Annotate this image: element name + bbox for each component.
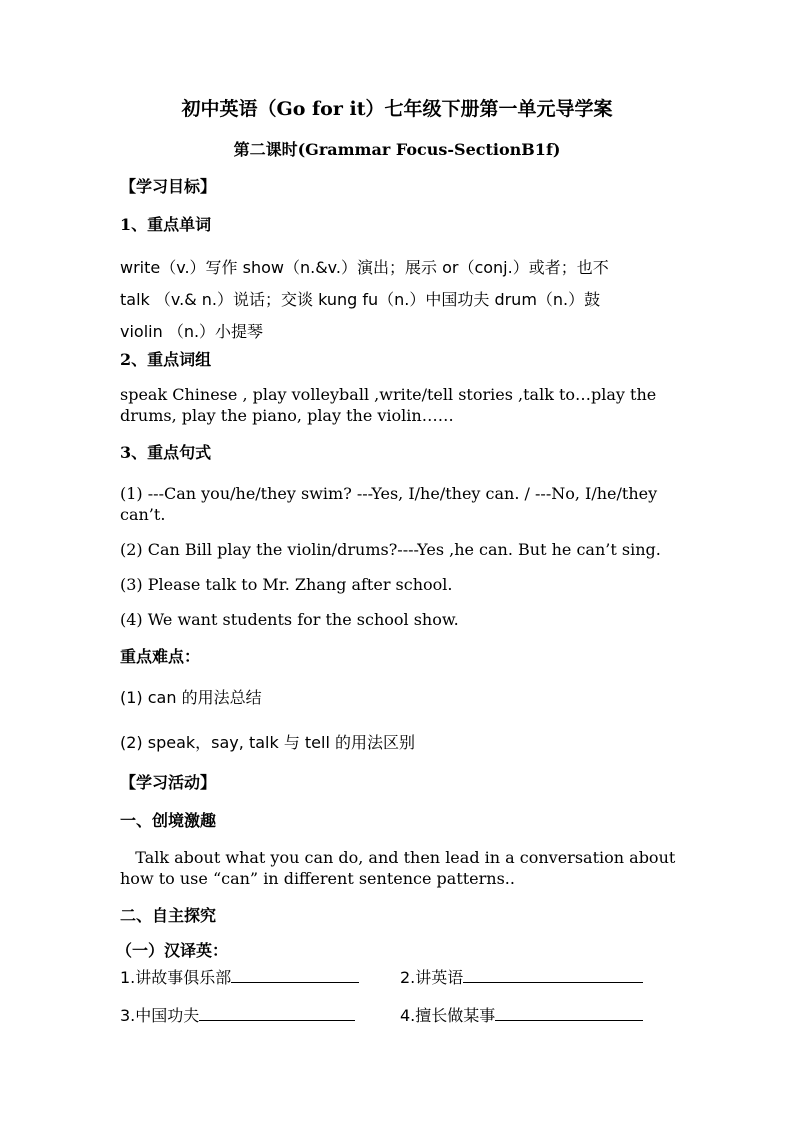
key-phrases-text: speak Chinese , play volleyball ,write/tell stories ,talk to…play the drums, play the piano, play the violin…… [120,385,657,425]
exercise-item [120,1004,355,1027]
exercise-prompt: 4.擅长做某事 [400,1006,496,1025]
difficulties-heading: 重点难点： [120,647,201,666]
part2-heading: 二、自主探究 [120,906,217,925]
key-phrases-heading: 2、重点词组 [120,350,212,369]
sentence-item: (1) ---Can you/he/they swim? ---Yes, I/he/they can. / ---No, I/he/they can’t. [120,484,658,524]
sentence-item: (2) Can Bill play the violin/drums?----Yes ,he can. But he can’t sing. [120,540,661,559]
document-subtitle: 第二课时(Grammar Focus-SectionB1f) [233,140,561,159]
part1-text: Talk about what you can do, and then lead in a conversation about how to use “can” in different sentence patterns.. [120,848,681,888]
sentence-item: (4) We want students for the school show. [120,610,459,629]
key-sentences-heading: 3、重点句式 [120,443,212,462]
key-words-line: talk （v.& n.）说话；交谈 kung fu（n.）中国功夫 drum（n.）鼓 [120,290,601,309]
exercise-prompt: 1.讲故事俱乐部 [120,968,232,987]
objectives-heading: 【学习目标】 [120,177,217,196]
activities-heading: 【学习活动】 [120,773,217,792]
answer-blank[interactable] [463,966,643,983]
difficulty-item: (1) can 的用法总结 [120,688,262,707]
exercise-prompt: 2.讲英语 [400,968,464,987]
document-title: 初中英语（Go for it）七年级下册第一单元导学案 [181,98,613,120]
translation-subheading: （一）汉译英： [116,941,229,960]
part1-heading: 一、创境激趣 [120,811,217,830]
sentence-item: (3) Please talk to Mr. Zhang after school. [120,575,453,594]
key-words-heading: 1、重点单词 [120,215,212,234]
key-words-line: violin （n.）小提琴 [120,322,264,341]
difficulty-item: (2) speak，say, talk 与 tell 的用法区别 [120,733,415,752]
exercise-prompt: 3.中国功夫 [120,1006,200,1025]
answer-blank[interactable] [495,1004,643,1021]
exercise-item [120,966,359,989]
answer-blank[interactable] [231,966,359,983]
exercise-item [400,966,643,989]
key-words-line: write（v.）写作 show（n.&v.）演出；展示 or（conj.）或者；也不 [120,258,609,277]
exercise-item [400,1004,643,1027]
answer-blank[interactable] [199,1004,355,1021]
